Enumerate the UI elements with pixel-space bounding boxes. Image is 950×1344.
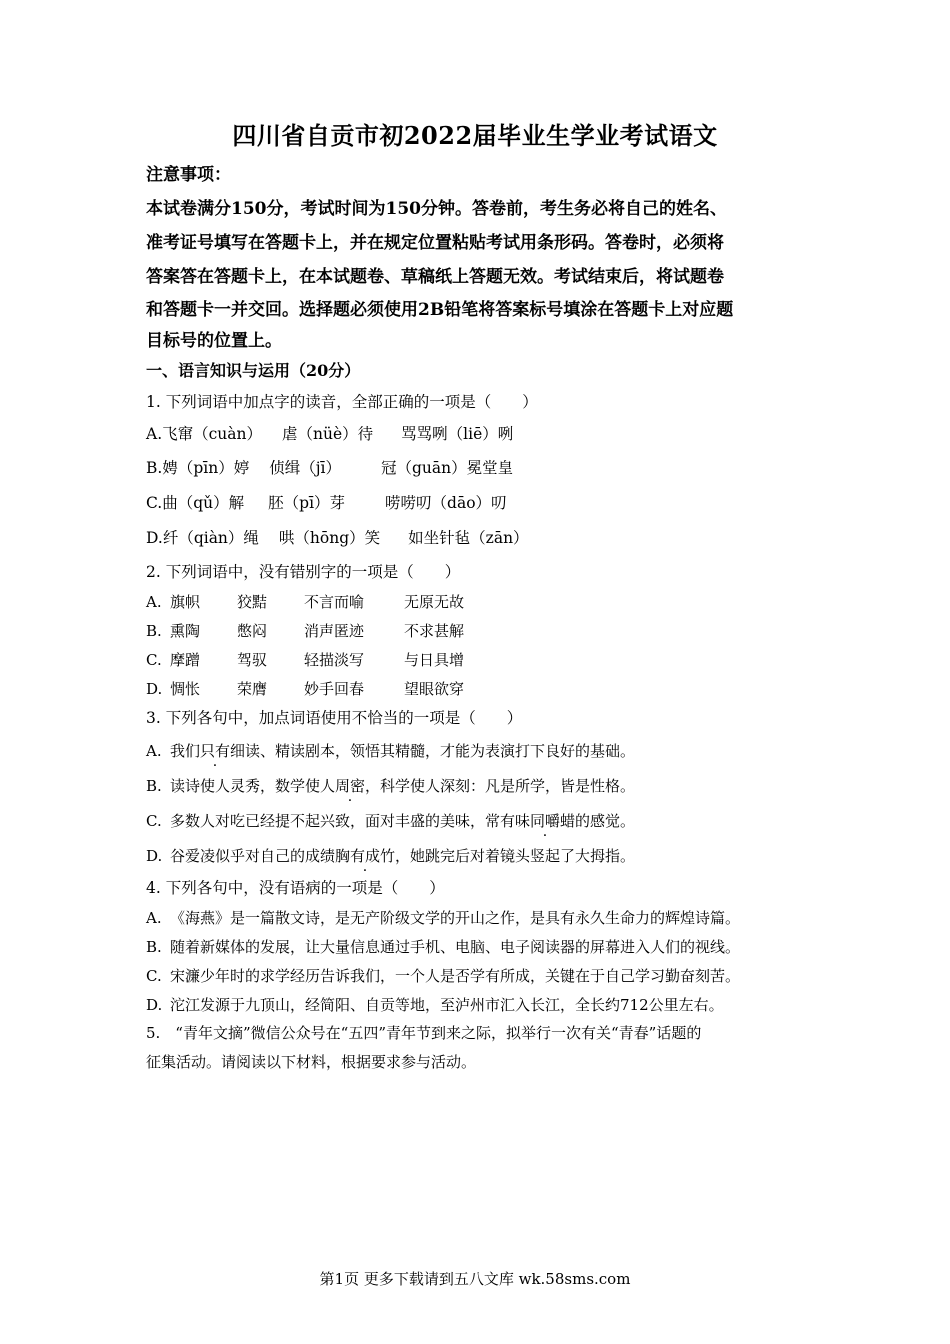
section-heading: 一、语言知识与运用（20分） [146,361,361,380]
question-2-option-c: C. 摩蹭 驾驭 轻描淡写 与日具增 [146,651,465,669]
question-3-option-b: B. 读诗使人灵秀，数学使人周密，科学使人深刻：凡是所学，皆是性格。 [146,777,636,795]
question-1-option-a: A.飞窜（cuàn） 虐（nüè）待 骂骂咧（liē）咧 [146,425,514,443]
question-5-text: 5. “青年文摘”微信公众号在“五四”青年节到来之际，拟举行一次有关“青春”话题的 [146,1024,702,1042]
notice-heading: 注意事项： [146,165,231,185]
question-5-text: 征集活动。请阅读以下材料，根据要求参与活动。 [146,1053,477,1071]
marked-phrase: 只有 [200,742,231,760]
question-3-option-c: C. 多数人对吃已经提不起兴致，面对丰盛的美味，常有味同嚼蜡的感觉。 [146,812,636,830]
question-4-option-d: D. 沱江发源于九顶山，经简阳、自贡等地，至泸州市汇入长江，全长约712公里左右。 [146,996,724,1014]
notice-line: 答案答在答题卡上，在本试题卷、草稿纸上答题无效。考试结束后，将试题卷 [146,267,724,287]
question-2-option-b: B. 熏陶 憋闷 消声匿迹 不求甚解 [146,622,465,640]
question-4-option-b: B. 随着新媒体的发展，让大量信息通过手机、电脑、电子阅读器的屏幕进入人们的视线。 [146,938,741,956]
page-footer: 第1页 更多下载请到五八文库 wk.58sms.com [319,1270,631,1288]
notice-line: 目标号的位置上。 [146,331,282,351]
question-3-option-d: D. 谷爱凌似乎对自己的成绩胸有成竹，她跳完后对着镜头竖起了大拇指。 [146,847,636,865]
notice-line: 准考证号填写在答题卡上，并在规定位置粘贴考试用条形码。答卷时，必须将 [146,233,724,253]
question-4-option-a: A. 《海燕》是一篇散文诗，是无产阶级文学的开山之作，是具有永久生命力的辉煌诗篇。 [146,909,741,927]
notice-line: 和答题卡一并交回。选择题必须使用2B铅笔将答案标号填涂在答题卡上对应题 [146,300,734,320]
question-1-option-b: B.娉（pīn）婷 侦缉（jī） 冠（guān）冕堂皇 [146,459,514,477]
question-3-option-a: A. 我们只有细读、精读剧本，领悟其精髓，才能为表演打下良好的基础。 [146,742,636,760]
question-2-option-d: D. 惆怅 荣膺 妙手回春 望眼欲穿 [146,680,465,698]
question-1-option-d: D.纤（qiàn）绳 哄（hōng）笑 如坐针毡（zān） [146,529,529,547]
marked-phrase: 味同嚼蜡 [515,812,576,830]
notice-line: 本试卷满分150分，考试时间为150分钟。答卷前，考生务必将自己的姓名、 [146,199,727,219]
marked-phrase: 周密 [335,777,366,795]
question-1-stem: 1. 下列词语中加点字的读音，全部正确的一项是（ ） [146,393,538,411]
question-3-stem: 3. 下列各句中，加点词语使用不恰当的一项是（ ） [146,709,523,727]
question-4-option-c: C. 宋濂少年时的求学经历告诉我们，一个人是否学有所成，关键在于自己学习勤奋刻苦。 [146,967,741,985]
question-4-stem: 4. 下列各句中，没有语病的一项是（ ） [146,879,445,897]
page-title: 四川省自贡市初2022届毕业生学业考试语文 [232,121,718,150]
marked-phrase: 胸有成竹 [335,847,396,865]
question-2-option-a: A. 旗帜 狡黠 不言而喻 无原无故 [146,593,465,611]
question-1-option-c: C.曲（qǔ）解 胚（pī）芽 唠唠叨（dāo）叨 [146,494,507,512]
question-2-stem: 2. 下列词语中，没有错别字的一项是（ ） [146,563,461,581]
